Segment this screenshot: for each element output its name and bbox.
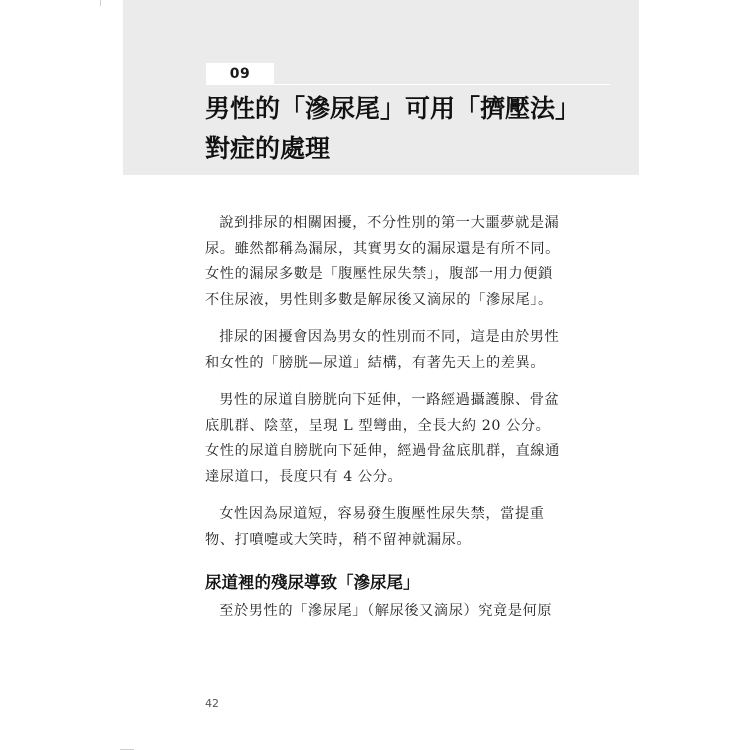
paragraph-4: 女性因為尿道短，容易發生腹壓性尿失禁，當提重物、打噴嚏或大笑時，稍不留神就漏尿。 <box>205 506 545 548</box>
paragraph-3: 男性的尿道自膀胱向下延伸，一路經過攝護腺、骨盆底肌群、陰莖，呈現 L 型彎曲，全長大約 20 公分。女性的尿道自膀胱向下延伸，經過骨盆底肌群，直線通達尿道口，長度只有 4 公分。 <box>205 392 560 485</box>
crop-mark-top <box>100 0 101 6</box>
page-number: 42 <box>205 697 219 710</box>
section-heading: 尿道裡的殘尿導致「滲尿尾」 <box>205 573 420 592</box>
chapter-title-line-2: 對症的處理 <box>205 134 331 163</box>
chapter-title-line-1: 男性的「滲尿尾」可用「擠壓法」 <box>205 94 581 123</box>
chapter-title <box>205 89 625 169</box>
chapter-tab <box>206 63 610 85</box>
body-text <box>205 211 565 565</box>
paragraph-1: 說到排尿的相關困擾，不分性別的第一大噩夢就是漏尿。雖然都稱為漏尿，其實男女的漏尿還是有所不同。女性的漏尿多數是「腹壓性尿失禁」，腹部一用力便鎖不住尿液，男性則多數是解尿後又滴尿的「滲尿尾」。 <box>205 215 560 308</box>
paragraph-2: 排尿的困擾會因為男女的性別而不同，這是由於男性和女性的「膀胱—尿道」結構，有著先天上的差異。 <box>205 329 560 371</box>
chapter-rule-line <box>274 84 610 85</box>
continuation-paragraph: 至於男性的「滲尿尾」（解尿後又滴尿）究竟是何原 <box>219 603 553 619</box>
chapter-number: 09 <box>229 66 251 82</box>
